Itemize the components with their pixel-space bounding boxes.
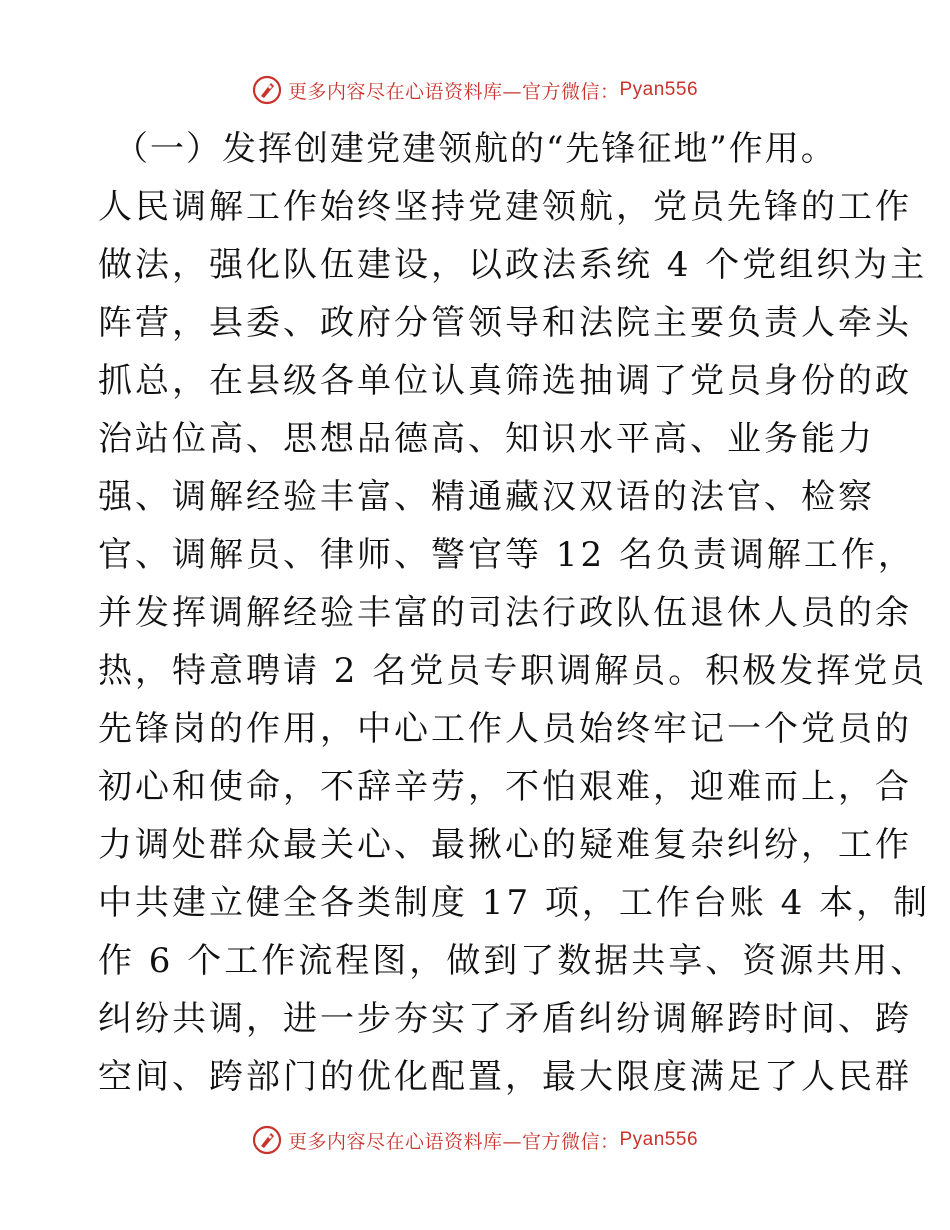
paragraph-line: 中共建立健全各类制度 17 项，工作台账 4 本，制: [98, 883, 931, 923]
banner-handle: Pyan556: [619, 1129, 699, 1150]
paragraph-line: 强、调解经验丰富、精通藏汉双语的法官、检察: [98, 477, 875, 517]
section-heading: （一）发挥创建党建领航的“先锋征地”作用。: [114, 129, 837, 169]
paragraph-line: 纠纷共调，进一步夯实了矛盾纠纷调解跨时间、跨: [98, 999, 912, 1039]
banner-handle: Pyan556: [619, 79, 699, 100]
paragraph-line: 力调处群众最关心、最揪心的疑难复杂纠纷，工作: [98, 825, 912, 865]
banner-text: 更多内容尽在心语资料库—官方微信：: [287, 1130, 620, 1153]
pen-nib-logo-icon: [252, 1125, 282, 1155]
document-body: [98, 120, 931, 1106]
paragraph-line: 并发挥调解经验丰富的司法行政队伍退休人员的余: [98, 593, 912, 633]
header-watermark-banner: [0, 70, 950, 110]
paragraph-line: 人民调解工作始终坚持党建领航，党员先锋的工作: [98, 187, 912, 227]
paragraph-line: 治站位高、思想品德高、知识水平高、业务能力: [98, 419, 875, 459]
paragraph-line: 抓总，在县级各单位认真筛选抽调了党员身份的政: [98, 361, 912, 401]
paragraph-line: 空间、跨部门的优化配置，最大限度满足了人民群: [98, 1057, 912, 1097]
paragraph-line: 初心和使命，不辞辛劳，不怕艰难，迎难而上，合: [98, 767, 912, 807]
banner-text: 更多内容尽在心语资料库—官方微信：: [287, 80, 620, 103]
paragraph-line: 作 6 个工作流程图，做到了数据共享、资源共用、: [98, 941, 928, 981]
paragraph-line: 阵营，县委、政府分管领导和法院主要负责人牵头: [98, 303, 912, 343]
pen-nib-logo-icon: [252, 75, 282, 105]
footer-watermark-banner: [0, 1120, 950, 1160]
paragraph-line: 官、调解员、律师、警官等 12 名负责调解工作，: [98, 535, 915, 575]
paragraph-line: 热，特意聘请 2 名党员专职调解员。积极发挥党员: [98, 651, 928, 691]
paragraph-line: 先锋岗的作用，中心工作人员始终牢记一个党员的: [98, 709, 912, 749]
paragraph-line: 做法，强化队伍建设，以政法系统 4 个党组织为主: [98, 245, 928, 285]
